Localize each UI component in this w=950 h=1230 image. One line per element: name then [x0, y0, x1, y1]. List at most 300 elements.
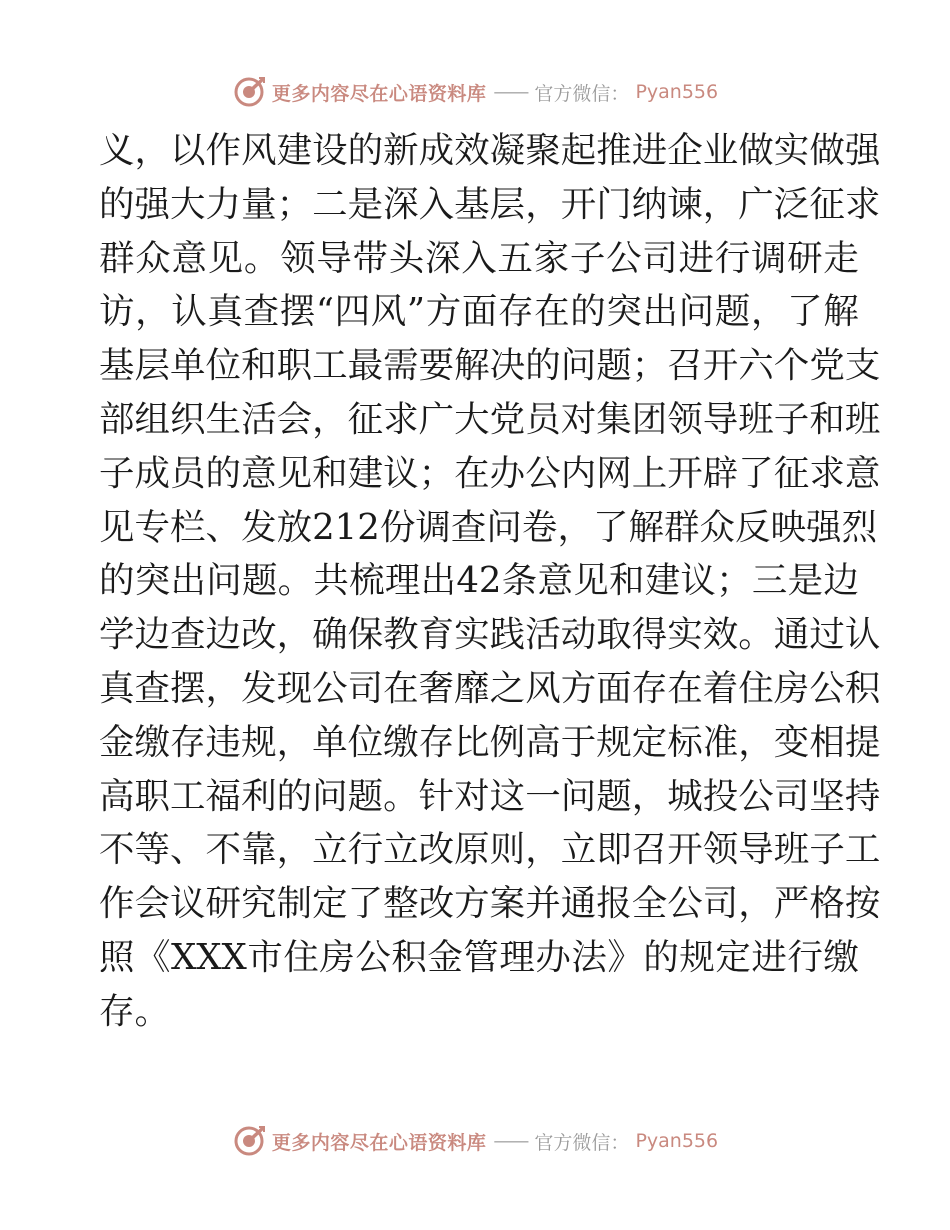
text-char: 》	[607, 936, 643, 978]
text-char: 以	[170, 130, 206, 171]
text-char: 征	[809, 183, 845, 225]
text-char: 导	[316, 237, 352, 279]
text-char: 广	[738, 183, 774, 225]
text-char: 之	[489, 667, 526, 709]
text-char: 需	[383, 345, 419, 387]
text-char: 基	[454, 183, 490, 225]
text-line	[99, 393, 881, 447]
text-char: 求	[383, 398, 419, 440]
footer-watermark	[0, 1121, 950, 1161]
text-char: 全	[631, 883, 668, 925]
text-char: 边	[205, 614, 242, 656]
text-char: 在	[667, 667, 703, 709]
text-char: 基	[99, 345, 135, 387]
text-char: 生	[205, 398, 242, 440]
text-char: 召	[667, 345, 703, 387]
text-char: 的	[643, 936, 679, 978]
text-char: 风	[525, 667, 561, 709]
text-line	[99, 877, 881, 931]
watermark-text: 更多内容尽在心语资料库	[271, 1131, 487, 1154]
text-char: 法	[571, 936, 607, 978]
text-char: 规	[679, 936, 715, 978]
text-char: 。	[738, 614, 774, 656]
text-char: 行	[714, 237, 751, 279]
text-char: 议	[170, 883, 206, 925]
text-char: 改	[418, 829, 455, 871]
text-char: 报	[596, 883, 632, 925]
text-char: 层	[489, 183, 526, 225]
text-char: 存	[631, 667, 668, 709]
text-char: 例	[489, 721, 526, 763]
text-char: ，	[557, 506, 593, 548]
text-char: 调	[750, 237, 787, 279]
text-char: 边	[823, 560, 859, 602]
text-char: 问	[206, 560, 242, 602]
text-char: 见	[276, 452, 313, 494]
text-char: 方	[454, 883, 490, 925]
text-char: 学	[99, 614, 135, 656]
text-char: ，	[738, 883, 774, 925]
text-char: 突	[606, 291, 642, 333]
text-char: 积	[391, 936, 427, 978]
text-char: 子	[99, 452, 135, 494]
text-char: 公	[809, 667, 845, 709]
watermark-label: 官方微信：	[534, 1131, 630, 1154]
text-char: 出	[420, 560, 457, 602]
text-char: 即	[596, 829, 632, 871]
text-line	[99, 662, 881, 716]
text-char: 司	[642, 237, 678, 279]
text-char: 发	[241, 667, 277, 709]
text-char: 条	[501, 560, 538, 602]
text-char: 查	[170, 614, 206, 656]
text-char: 调	[415, 506, 451, 548]
text-char: 变	[773, 721, 810, 763]
text-char: 是	[347, 183, 384, 225]
text-char: 办	[489, 452, 526, 494]
text-char: 查	[450, 506, 487, 548]
text-char: 方	[560, 667, 597, 709]
text-char: 解	[823, 291, 859, 333]
text-char: 卷	[521, 506, 558, 548]
text-char: 谏	[667, 183, 703, 225]
text-char: 职	[134, 775, 171, 817]
text-char: 题	[347, 775, 384, 817]
text-char: 不	[205, 829, 242, 871]
text-char: 高	[525, 721, 561, 763]
text-char: 共	[313, 560, 349, 602]
text-char: 问	[312, 775, 348, 817]
text-char: 公	[606, 237, 642, 279]
text-char: 、	[205, 506, 242, 548]
text-char: 案	[489, 883, 526, 925]
text-char: 进	[751, 936, 787, 978]
text-char: 会	[276, 398, 313, 440]
text-char: 问	[560, 345, 597, 387]
text-line	[99, 931, 859, 985]
text-char: 通	[560, 883, 597, 925]
text-char: 定	[715, 936, 751, 978]
text-char: 内	[560, 452, 597, 494]
text-char: 深	[424, 237, 461, 279]
text-char: 凝	[489, 130, 526, 171]
text-char: 行	[787, 936, 823, 978]
text-char: 研	[787, 237, 823, 279]
text-char: 的	[205, 452, 242, 494]
text-char: 征	[347, 398, 384, 440]
text-char: 位	[205, 345, 242, 387]
text-char: 做	[809, 130, 845, 171]
text-char: 入	[418, 183, 455, 225]
text-char: 支	[844, 345, 881, 387]
text-char: ；	[276, 183, 313, 225]
text-char: 违	[205, 721, 242, 763]
text-char: 存	[418, 721, 455, 763]
text-char: 议	[680, 560, 716, 602]
text-line	[99, 285, 859, 339]
text-char: 工	[170, 775, 206, 817]
text-char: 工	[312, 345, 348, 387]
text-line	[99, 985, 859, 1039]
text-char: 司	[773, 775, 810, 817]
text-char: ，	[312, 398, 348, 440]
text-char: 员	[525, 398, 561, 440]
text-char: 福	[205, 775, 242, 817]
text-char: 对	[560, 398, 597, 440]
text-char: 门	[596, 183, 632, 225]
text-char: 理	[499, 936, 535, 978]
header-watermark	[0, 72, 950, 112]
text-char: 定	[631, 721, 668, 763]
text-char: 领	[667, 398, 703, 440]
text-char: 真	[99, 667, 135, 709]
text-char: 摆	[170, 667, 206, 709]
text-char: 征	[773, 452, 810, 494]
text-char: 的	[276, 775, 313, 817]
text-char: 利	[241, 775, 277, 817]
text-char: 践	[489, 614, 526, 656]
text-char: ，	[702, 183, 739, 225]
text-char: 开	[667, 452, 703, 494]
text-char: 问	[560, 775, 597, 817]
text-char: 面	[461, 291, 498, 333]
text-char: 做	[738, 130, 774, 171]
text-char: 的	[99, 183, 135, 225]
text-char: ，	[135, 291, 171, 333]
text-char: 走	[823, 237, 859, 279]
text-char: 按	[844, 883, 881, 925]
text-char: 组	[134, 398, 171, 440]
watermark-dash: ——	[493, 1130, 528, 1152]
text-char: 泛	[773, 183, 810, 225]
text-char: 金	[427, 936, 463, 978]
text-char: 意	[241, 452, 277, 494]
text-char: 实	[454, 614, 490, 656]
text-char: 作	[99, 883, 135, 925]
text-char: 在	[534, 291, 570, 333]
text-char: 党	[809, 345, 845, 387]
text-char: 靠	[241, 829, 277, 871]
text-char: 深	[383, 183, 419, 225]
text-char: 子	[773, 398, 810, 440]
text-char: 反	[735, 506, 771, 548]
text-line	[99, 823, 881, 877]
text-char: 见	[573, 560, 609, 602]
text-char: 召	[631, 829, 668, 871]
text-char: 会	[134, 883, 171, 925]
text-char: 聚	[525, 130, 561, 171]
text-char: 理	[384, 560, 421, 602]
text-char: 活	[241, 398, 277, 440]
text-char: 映	[770, 506, 807, 548]
text-char: 教	[383, 614, 419, 656]
text-char: 意	[844, 452, 881, 494]
text-char: 标	[667, 721, 703, 763]
text-char: 研	[205, 883, 242, 925]
logo-icon	[232, 75, 266, 109]
text-char: 查	[134, 667, 171, 709]
text-char: 摆	[279, 291, 316, 333]
text-char: 。	[243, 237, 280, 279]
text-char: 意	[537, 560, 573, 602]
text-char: 领	[280, 237, 316, 279]
text-char: 效	[454, 130, 490, 171]
text-char: 这	[489, 775, 526, 817]
text-char: 的	[525, 345, 561, 387]
text-char: 照	[99, 936, 135, 978]
text-char: 家	[533, 237, 570, 279]
text-char: 并	[525, 883, 561, 925]
text-char: 取	[596, 614, 632, 656]
text-char: 群	[99, 237, 135, 279]
text-char: 一	[525, 775, 561, 817]
text-line	[99, 232, 859, 286]
text-char: 起	[560, 130, 597, 171]
text-char: 得	[631, 614, 668, 656]
text-char: 定	[312, 883, 348, 925]
text-char: 导	[738, 829, 774, 871]
text-char: 访	[99, 291, 135, 333]
text-char: 进	[678, 237, 715, 279]
text-char: 。	[277, 560, 314, 602]
text-char: ，	[738, 721, 774, 763]
text-char: 开	[667, 829, 703, 871]
text-char: 通	[773, 614, 810, 656]
text-line	[99, 124, 881, 178]
watermark-id: Pyan556	[635, 1130, 719, 1152]
text-line	[99, 608, 881, 662]
text-char: 力	[205, 183, 242, 225]
text-char: 强	[134, 183, 171, 225]
text-char: 公	[312, 667, 348, 709]
text-char: 作	[205, 130, 242, 171]
text-char: 出	[642, 291, 679, 333]
text-char: 和	[608, 560, 645, 602]
text-char: 班	[738, 398, 774, 440]
text-char: 强	[806, 506, 842, 548]
text-char: 烈	[841, 506, 878, 548]
text-char: 42	[456, 560, 502, 602]
text-char: 要	[418, 345, 455, 387]
text-char: ，	[134, 130, 171, 171]
text-char: 的	[99, 560, 135, 602]
text-char: 在	[383, 667, 419, 709]
text-char: 。	[383, 775, 419, 817]
text-char: 缴	[823, 936, 859, 978]
text-char: 新	[383, 130, 419, 171]
text-char: 整	[383, 883, 419, 925]
text-char: 积	[844, 667, 881, 709]
text-char: ”	[406, 291, 426, 333]
text-char: 改	[418, 883, 455, 925]
text-char: 求	[809, 452, 845, 494]
text-char: 六	[738, 345, 774, 387]
text-char: 。	[134, 990, 171, 1032]
text-char: 位	[347, 721, 384, 763]
watermark-label: 官方微信：	[534, 82, 630, 105]
text-char: 于	[560, 721, 597, 763]
text-char: 题	[596, 775, 632, 817]
text-char: 住	[283, 936, 319, 978]
text-char: 出	[170, 560, 206, 602]
text-char: 求	[844, 183, 881, 225]
text-char: 房	[773, 667, 810, 709]
text-char: 了	[347, 883, 384, 925]
text-char: 建	[276, 130, 313, 171]
text-char: 党	[489, 398, 526, 440]
text-char: 上	[631, 452, 668, 494]
text-char: 栏	[170, 506, 206, 548]
text-char: 是	[787, 560, 824, 602]
text-char: 靡	[454, 667, 490, 709]
text-char: 问	[678, 291, 715, 333]
text-char: 了	[592, 506, 629, 548]
text-char: 着	[702, 667, 739, 709]
text-char: 坚	[809, 775, 845, 817]
text-char: 育	[418, 614, 455, 656]
text-char: 子	[569, 237, 606, 279]
text-char: 的	[570, 291, 606, 333]
text-char: 制	[276, 883, 313, 925]
text-char: 不	[99, 829, 135, 871]
text-char: 团	[631, 398, 668, 440]
text-char: 成	[134, 452, 171, 494]
text-char: 议	[383, 452, 419, 494]
text-char: 确	[312, 614, 348, 656]
text-char: 和	[312, 452, 348, 494]
text-char: 立	[312, 829, 348, 871]
text-char: 存	[170, 721, 206, 763]
text-char: 市	[247, 936, 283, 978]
text-char: 设	[312, 130, 348, 171]
watermark-id: Pyan556	[635, 81, 719, 103]
text-char: 的	[347, 130, 384, 171]
text-char: 公	[355, 936, 391, 978]
text-char: 开	[702, 345, 739, 387]
text-char: 边	[134, 614, 171, 656]
text-char: 高	[99, 775, 135, 817]
text-char: 实	[773, 130, 810, 171]
text-char: 部	[99, 398, 135, 440]
text-char: 相	[809, 721, 845, 763]
text-char: 方	[425, 291, 462, 333]
text-char: 见	[207, 237, 244, 279]
text-char: 行	[347, 829, 384, 871]
watermark-text: 更多内容尽在心语资料库	[271, 82, 487, 105]
text-line	[99, 716, 881, 770]
text-char: 立	[560, 829, 597, 871]
text-char: 放	[276, 506, 313, 548]
watermark-dash: ——	[493, 81, 528, 103]
text-char: 存	[497, 291, 534, 333]
text-char: 现	[276, 667, 313, 709]
text-char: 开	[560, 183, 597, 225]
text-char: 和	[809, 398, 845, 440]
text-char: 题	[241, 560, 278, 602]
text-char: ，	[205, 667, 242, 709]
text-char: ，	[276, 721, 313, 763]
text-char: 存	[99, 990, 135, 1032]
text-char: 解	[628, 506, 664, 548]
text-char: 对	[454, 775, 490, 817]
text-char: 在	[454, 452, 490, 494]
text-char: 头	[388, 237, 425, 279]
text-char: 业	[702, 130, 739, 171]
text-char: 辟	[702, 452, 739, 494]
text-char: 风	[370, 291, 407, 333]
text-char: 层	[134, 345, 171, 387]
text-char: 量	[241, 183, 277, 225]
text-char: 织	[170, 398, 206, 440]
text-char: 212	[312, 506, 380, 548]
text-char: 员	[170, 452, 206, 494]
text-char: 决	[489, 345, 526, 387]
text-char: 广	[418, 398, 455, 440]
text-char: 风	[241, 130, 277, 171]
text-char: 建	[644, 560, 681, 602]
text-char: 三	[751, 560, 788, 602]
text-char: 专	[134, 506, 171, 548]
text-line	[99, 770, 881, 824]
text-char: 金	[99, 721, 135, 763]
text-line	[99, 178, 881, 232]
text-char: 问	[486, 506, 522, 548]
text-char: 意	[171, 237, 207, 279]
text-char: 题	[596, 345, 632, 387]
text-char: ，	[631, 775, 668, 817]
text-char: 改	[241, 614, 277, 656]
text-line	[99, 447, 881, 501]
text-char: 网	[596, 452, 632, 494]
text-char: 则	[489, 829, 526, 871]
text-char: 立	[383, 829, 419, 871]
text-char: 原	[454, 829, 490, 871]
text-char: 推	[596, 130, 632, 171]
text-char: 了	[738, 452, 774, 494]
text-char: 等	[134, 829, 171, 871]
text-line	[99, 339, 881, 393]
text-char: 强	[844, 130, 881, 171]
text-char: 众	[699, 506, 736, 548]
text-char: 效	[702, 614, 739, 656]
text-char: 缴	[134, 721, 171, 763]
text-char: 、	[170, 829, 206, 871]
text-char: 题	[714, 291, 751, 333]
document-body	[99, 124, 881, 1039]
text-char: 纳	[631, 183, 668, 225]
text-char: 大	[454, 398, 490, 440]
text-char: 管	[463, 936, 499, 978]
